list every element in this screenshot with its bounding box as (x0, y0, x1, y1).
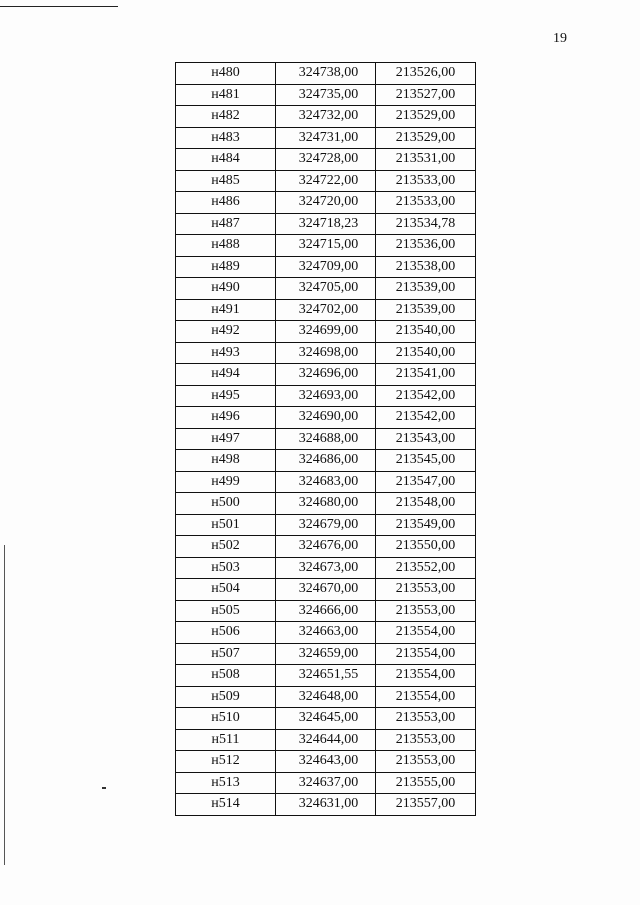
coordinates-table-body (176, 63, 476, 816)
table-row (176, 751, 476, 773)
scan-edge-line (4, 545, 5, 865)
point-cell: н484 (176, 149, 276, 171)
y-coordinate-cell: 213543,00 (376, 428, 476, 450)
table-row (176, 536, 476, 558)
table-row (176, 600, 476, 622)
x-coordinate-cell: 324679,00 (276, 514, 376, 536)
x-coordinate-cell: 324644,00 (276, 729, 376, 751)
x-coordinate-cell: 324663,00 (276, 622, 376, 644)
table-row (176, 514, 476, 536)
point-cell: н510 (176, 708, 276, 730)
x-coordinate-cell: 324720,00 (276, 192, 376, 214)
y-coordinate-cell: 213549,00 (376, 514, 476, 536)
y-coordinate-cell: 213541,00 (376, 364, 476, 386)
x-coordinate-cell: 324731,00 (276, 127, 376, 149)
x-coordinate-cell: 324690,00 (276, 407, 376, 429)
table-row (176, 794, 476, 816)
x-coordinate-cell: 324722,00 (276, 170, 376, 192)
y-coordinate-cell: 213527,00 (376, 84, 476, 106)
x-coordinate-cell: 324688,00 (276, 428, 376, 450)
page-number: 19 (553, 31, 567, 46)
x-coordinate-cell: 324702,00 (276, 299, 376, 321)
x-coordinate-cell: 324666,00 (276, 600, 376, 622)
x-coordinate-cell: 324735,00 (276, 84, 376, 106)
point-cell: н487 (176, 213, 276, 235)
table-row (176, 84, 476, 106)
table-row (176, 364, 476, 386)
point-cell: н489 (176, 256, 276, 278)
x-coordinate-cell: 324637,00 (276, 772, 376, 794)
y-coordinate-cell: 213557,00 (376, 794, 476, 816)
y-coordinate-cell: 213533,00 (376, 192, 476, 214)
point-cell: н496 (176, 407, 276, 429)
x-coordinate-cell: 324718,23 (276, 213, 376, 235)
x-coordinate-cell: 324643,00 (276, 751, 376, 773)
y-coordinate-cell: 213554,00 (376, 622, 476, 644)
table-row (176, 235, 476, 257)
x-coordinate-cell: 324705,00 (276, 278, 376, 300)
point-cell: н511 (176, 729, 276, 751)
table-row (176, 708, 476, 730)
y-coordinate-cell: 213542,00 (376, 385, 476, 407)
point-cell: н486 (176, 192, 276, 214)
y-coordinate-cell: 213554,00 (376, 686, 476, 708)
coordinates-table (175, 62, 476, 816)
table-row (176, 729, 476, 751)
table-row (176, 213, 476, 235)
table-row (176, 106, 476, 128)
x-coordinate-cell: 324709,00 (276, 256, 376, 278)
y-coordinate-cell: 213545,00 (376, 450, 476, 472)
point-cell: н504 (176, 579, 276, 601)
x-coordinate-cell: 324670,00 (276, 579, 376, 601)
point-cell: н513 (176, 772, 276, 794)
table-row (176, 772, 476, 794)
x-coordinate-cell: 324683,00 (276, 471, 376, 493)
x-coordinate-cell: 324696,00 (276, 364, 376, 386)
table-row (176, 321, 476, 343)
x-coordinate-cell: 324738,00 (276, 63, 376, 85)
point-cell: н488 (176, 235, 276, 257)
point-cell: н507 (176, 643, 276, 665)
table-row (176, 299, 476, 321)
point-cell: н491 (176, 299, 276, 321)
point-cell: н502 (176, 536, 276, 558)
point-cell: н493 (176, 342, 276, 364)
table-row (176, 665, 476, 687)
y-coordinate-cell: 213526,00 (376, 63, 476, 85)
point-cell: н492 (176, 321, 276, 343)
point-cell: н512 (176, 751, 276, 773)
x-coordinate-cell: 324676,00 (276, 536, 376, 558)
y-coordinate-cell: 213536,00 (376, 235, 476, 257)
scan-speck (102, 787, 106, 789)
table-row (176, 622, 476, 644)
table-row (176, 256, 476, 278)
point-cell: н497 (176, 428, 276, 450)
y-coordinate-cell: 213540,00 (376, 321, 476, 343)
table-row (176, 63, 476, 85)
table-row (176, 170, 476, 192)
point-cell: н514 (176, 794, 276, 816)
x-coordinate-cell: 324651,55 (276, 665, 376, 687)
point-cell: н499 (176, 471, 276, 493)
y-coordinate-cell: 213553,00 (376, 600, 476, 622)
x-coordinate-cell: 324673,00 (276, 557, 376, 579)
top-rule (0, 6, 118, 7)
point-cell: н501 (176, 514, 276, 536)
y-coordinate-cell: 213531,00 (376, 149, 476, 171)
point-cell: н483 (176, 127, 276, 149)
point-cell: н490 (176, 278, 276, 300)
point-cell: н500 (176, 493, 276, 515)
y-coordinate-cell: 213539,00 (376, 278, 476, 300)
y-coordinate-cell: 213542,00 (376, 407, 476, 429)
y-coordinate-cell: 213553,00 (376, 579, 476, 601)
point-cell: н485 (176, 170, 276, 192)
x-coordinate-cell: 324686,00 (276, 450, 376, 472)
table-row (176, 428, 476, 450)
y-coordinate-cell: 213553,00 (376, 708, 476, 730)
point-cell: н506 (176, 622, 276, 644)
table-row (176, 557, 476, 579)
x-coordinate-cell: 324728,00 (276, 149, 376, 171)
table-row (176, 643, 476, 665)
table-row (176, 450, 476, 472)
table-row (176, 493, 476, 515)
table-row (176, 278, 476, 300)
x-coordinate-cell: 324659,00 (276, 643, 376, 665)
y-coordinate-cell: 213547,00 (376, 471, 476, 493)
y-coordinate-cell: 213533,00 (376, 170, 476, 192)
x-coordinate-cell: 324680,00 (276, 493, 376, 515)
y-coordinate-cell: 213534,78 (376, 213, 476, 235)
y-coordinate-cell: 213540,00 (376, 342, 476, 364)
point-cell: н480 (176, 63, 276, 85)
y-coordinate-cell: 213548,00 (376, 493, 476, 515)
x-coordinate-cell: 324698,00 (276, 342, 376, 364)
x-coordinate-cell: 324631,00 (276, 794, 376, 816)
table-row (176, 385, 476, 407)
table-row (176, 579, 476, 601)
y-coordinate-cell: 213553,00 (376, 751, 476, 773)
table-row (176, 192, 476, 214)
x-coordinate-cell: 324693,00 (276, 385, 376, 407)
y-coordinate-cell: 213553,00 (376, 729, 476, 751)
y-coordinate-cell: 213539,00 (376, 299, 476, 321)
x-coordinate-cell: 324732,00 (276, 106, 376, 128)
point-cell: н509 (176, 686, 276, 708)
y-coordinate-cell: 213538,00 (376, 256, 476, 278)
x-coordinate-cell: 324648,00 (276, 686, 376, 708)
point-cell: н508 (176, 665, 276, 687)
point-cell: н505 (176, 600, 276, 622)
y-coordinate-cell: 213550,00 (376, 536, 476, 558)
point-cell: н494 (176, 364, 276, 386)
x-coordinate-cell: 324715,00 (276, 235, 376, 257)
y-coordinate-cell: 213555,00 (376, 772, 476, 794)
y-coordinate-cell: 213554,00 (376, 643, 476, 665)
table-row (176, 407, 476, 429)
table-row (176, 127, 476, 149)
table-row (176, 149, 476, 171)
point-cell: н495 (176, 385, 276, 407)
point-cell: н481 (176, 84, 276, 106)
y-coordinate-cell: 213529,00 (376, 127, 476, 149)
y-coordinate-cell: 213529,00 (376, 106, 476, 128)
table-row (176, 686, 476, 708)
x-coordinate-cell: 324699,00 (276, 321, 376, 343)
x-coordinate-cell: 324645,00 (276, 708, 376, 730)
table-row (176, 342, 476, 364)
point-cell: н482 (176, 106, 276, 128)
point-cell: н498 (176, 450, 276, 472)
point-cell: н503 (176, 557, 276, 579)
y-coordinate-cell: 213554,00 (376, 665, 476, 687)
y-coordinate-cell: 213552,00 (376, 557, 476, 579)
table-row (176, 471, 476, 493)
